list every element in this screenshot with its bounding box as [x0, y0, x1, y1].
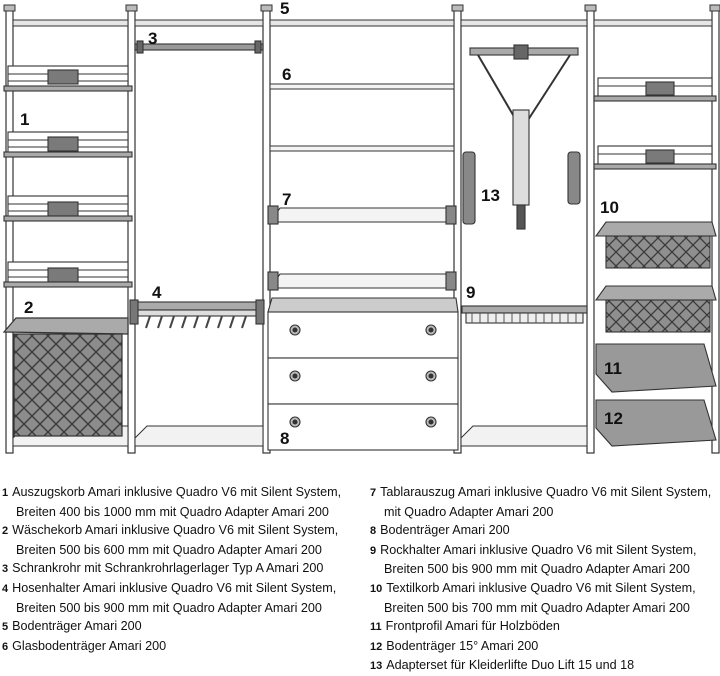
legend-number: 6	[2, 640, 9, 653]
basket-1	[4, 66, 132, 91]
legend-item-9	[370, 541, 720, 579]
panel-5	[587, 8, 594, 453]
callout-6: 6	[282, 65, 292, 84]
callout-10: 10	[600, 198, 619, 217]
skirt-holder	[462, 306, 587, 323]
basket-4	[4, 262, 132, 287]
panel-2	[128, 8, 135, 453]
legend-item-11	[370, 617, 720, 637]
trouser-holder	[130, 300, 264, 328]
legend-number: 3	[2, 563, 9, 576]
basket-2	[4, 132, 132, 157]
legend-number: 9	[370, 544, 377, 557]
legend-item-12	[370, 637, 720, 657]
callout-13: 13	[481, 186, 500, 205]
legend-text-line1: Bodenträger 15° Amari 200	[386, 638, 539, 653]
right-pullout-baskets	[594, 78, 716, 169]
legend-text-line2: Breiten 500 bis 700 mm mit Quadro Adapter Amari 200	[384, 600, 690, 615]
legend-text-line2: mit Quadro Adapter Amari 200	[384, 504, 554, 519]
legend-text-line1: Textilkorb Amari inklusive Quadro V6 mit Silent System,	[386, 580, 696, 595]
legend-number: 10	[370, 582, 383, 595]
drawer-unit	[268, 298, 458, 450]
legend-number: 12	[370, 640, 383, 653]
legend-left	[2, 483, 362, 656]
callout-1: 1	[20, 110, 30, 129]
legend-right	[370, 483, 720, 676]
legend-text-line2: Breiten 500 bis 900 mm mit Quadro Adapter Amari 200	[16, 600, 322, 615]
glass-shelves	[270, 84, 454, 151]
legend-text-line2: Breiten 400 bis 1000 mm mit Quadro Adapter Amari 200	[16, 504, 329, 519]
legend-item-10	[370, 579, 720, 617]
callout-4: 4	[152, 283, 162, 302]
legend-text-line1: Schrankrohr mit Schrankrohrlagerlager Typ A Amari 200	[12, 561, 324, 576]
pullout-shelves	[268, 206, 456, 290]
callout-5: 5	[280, 0, 290, 18]
legend-number: 8	[370, 525, 377, 538]
callout-3: 3	[148, 29, 158, 48]
legend-number: 2	[2, 525, 9, 538]
legend-text-line1: Wäschekorb Amari inklusive Quadro V6 mit Silent System,	[12, 523, 339, 538]
legend-text-line1: Auszugskorb Amari inklusive Quadro V6 mit Silent System,	[12, 485, 342, 499]
legend-item-1	[2, 483, 362, 521]
laundry-basket	[4, 318, 128, 436]
pullout-baskets	[4, 66, 132, 287]
legend-item-4	[2, 579, 362, 617]
legend-number: 5	[2, 621, 9, 634]
legend-item-13	[370, 656, 720, 676]
callout-2: 2	[24, 298, 34, 317]
legend-item-3	[2, 559, 362, 579]
callout-7: 7	[282, 190, 292, 209]
textile-baskets	[596, 222, 716, 332]
legend-item-5	[2, 617, 362, 637]
legend-text-line1: Adapterset für Kleiderlifte Duo Lift 15 und 18	[386, 658, 635, 673]
legend-text-line2: Breiten 500 bis 600 mm mit Quadro Adapter Amari 200	[16, 542, 322, 557]
legend-number: 1	[2, 487, 9, 499]
top-shelves	[13, 20, 712, 26]
callout-9: 9	[466, 283, 476, 302]
legend-text-line1: Tablarauszug Amari inklusive Quadro V6 mit Silent System,	[380, 485, 712, 499]
legend-text-line1: Bodenträger Amari 200	[12, 619, 142, 634]
legend-item-2	[2, 521, 362, 559]
legend-text-line1: Rockhalter Amari inklusive Quadro V6 mit Silent System,	[380, 542, 697, 557]
legend-number: 13	[370, 660, 383, 673]
legend-text-line1: Frontprofil Amari für Holzböden	[385, 619, 560, 634]
legend-item-7	[370, 483, 720, 521]
legend-text-line1: Glasbodenträger Amari 200	[12, 638, 167, 653]
legend-item-6	[2, 637, 362, 657]
callout-8: 8	[280, 429, 290, 448]
callout-11: 11	[604, 359, 622, 378]
legend-text-line1: Bodenträger Amari 200	[380, 523, 510, 538]
legend-item-8	[370, 521, 720, 541]
legend-text-line1: Hosenhalter Amari inklusive Quadro V6 mit Silent System,	[12, 580, 337, 595]
legend-text-line2: Breiten 500 bis 900 mm mit Quadro Adapter Amari 200	[384, 562, 690, 577]
legend-number: 4	[2, 582, 9, 595]
legend-number: 7	[370, 487, 377, 499]
legend-number: 11	[370, 621, 382, 634]
basket-3	[4, 196, 132, 221]
callout-12: 12	[604, 409, 623, 428]
